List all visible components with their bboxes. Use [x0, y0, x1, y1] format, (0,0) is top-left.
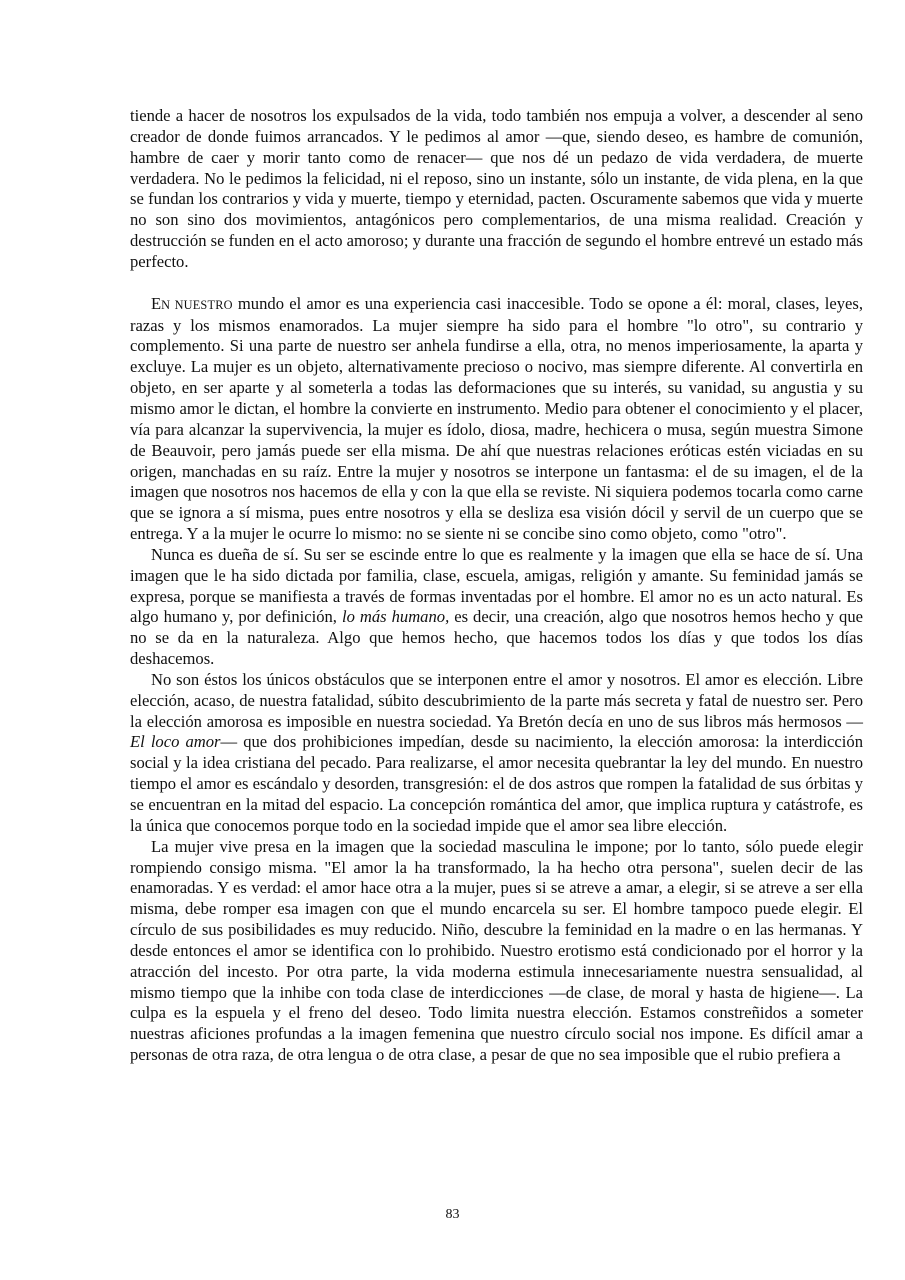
- paragraph-text: La mujer vive presa en la imagen que la sociedad masculina le impone; por lo tanto, sólo puede elegir rompiendo consigo misma. "El amor la ha transformado, la ha hecho otra persona", suelen decir de las enamoradas. Y es verdad: el amor hace otra a la mujer, pues si se atreve a amar, a elegir, si se atreve a ser ella misma, debe romper esa imagen con que el mundo encarcela su ser. El hombre tampoco puede elegir. El círculo de sus posibilidades es muy reducido. Niño, descubre la feminidad en la madre o en las hermanas. Y desde entonces el amor se identifica con lo prohibido. Nuestro erotismo está condicionado por el horror y la atracción del incesto. Por otra parte, la vida moderna estimula innecesariamente nuestra sensualidad, al mismo tiempo que la inhibe con toda clase de interdicciones —de clase, de moral y hasta de higiene—. La culpa es la espuela y el freno del deseo. Todo limita nuestra elección. Estamos constreñidos a someter nuestras aficiones profundas a la imagen femenina que nuestro círculo social nos impone. Es difícil amar a personas de otra raza, de otra lengua o de otra clase, a pesar de que no sea imposible que el rubio prefiera a: [130, 836, 863, 1065]
- paragraph: [130, 837, 863, 1066]
- paragraph-text: es decir, una creación, algo que nosotros hemos hecho y que no se da en la naturaleza. Algo que hemos hecho, que hacemos todos los días y que todos los días deshacemos.: [130, 607, 863, 669]
- paragraph: [130, 545, 863, 670]
- paragraph-continuation: [130, 106, 863, 273]
- paragraph-text: — que dos prohibiciones impedían, desde su nacimiento, la elección amorosa: la interdicción social y la idea cristiana del pecado. Para realizarse, el amor necesita quebrantar la ley del mundo. En nuestro tiempo el amor es escándalo y desorden, transgresión: el de dos astros que rompen la fatalidad de sus órbitas y se encuentran en la mitad del espacio. La concepción romántica del amor, que implica ruptura y catástrofe, es la única que conocemos porque todo en la sociedad impide que el amor sea libre elección.: [130, 732, 863, 835]
- paragraph: [130, 670, 863, 837]
- paragraph-text: tiende a hacer de nosotros los expulsados de la vida, todo también nos empuja a volver, a descender al seno creador de donde fuimos arrancados. Y le pedimos al amor —que, siendo deseo, es hambre de comunión, hambre de caer y morir tanto como de renacer— que nos dé un pedazo de vida verdadera, de muerte verdadera. No le pedimos la felicidad, ni el reposo, sino un instante, sólo un instante, de vida plena, en la que se fundan los contrarios y vida y muerte, tiempo y eternidad, pacten. Oscuramente sabemos que vida y muerte no son sino dos movimientos, antagónicos pero complementarios, de una misma realidad. Creación y destrucción se funden en el acto amoroso; y durante una fracción de segundo el hombre entrevé un estado más perfecto.: [130, 106, 863, 271]
- paragraph-section-opening: [130, 294, 863, 545]
- page-body: [130, 106, 863, 1066]
- page-number: 83: [445, 1207, 460, 1222]
- smallcaps-lead-in: N NUESTRO: [161, 297, 233, 312]
- book-title: El loco amor: [130, 732, 221, 752]
- drop-initial: E: [151, 293, 162, 313]
- italic-phrase: lo más humano,: [341, 607, 450, 627]
- paragraph-text: mundo el amor es una experiencia casi inaccesible. Todo se opone a él: moral, clases, leyes, razas y los mismos enamorados. La mujer siempre ha sido para el hombre "lo otro", su contrario y complemento. Si una parte de nuestro ser anhela fundirse a ella, otra, no menos imperiosamente, la aparta y excluye. La mujer es un objeto, alternativamente precioso o nocivo, mas siempre diferente. Al convertirla en objeto, en ser aparte y al someterla a todas las deformaciones que su interés, su vanidad, su angustia y su mismo amor le dictan, el hombre la convierte en instrumento. Medio para obtener el conocimiento y el placer, vía para alcanzar la supervivencia, la mujer es ídolo, diosa, madre, hechicera o musa, según muestra Simone de Beauvoir, pero jamás puede ser ella misma. De ahí que nuestras relaciones eróticas estén viciadas en su origen, manchadas en su raíz. Entre la mujer y nosotros se interpone un fantasma: el de su imagen, el de la imagen que nosotros nos hacemos de ella y con la que ella se reviste. Ni siquiera podemos tocarla como carne que se ignora a sí misma, pues entre nosotros y ella se desliza esa visión dócil y servil de un cuerpo que se entrega. Y a la mujer le ocurre lo mismo: no se siente ni se concibe sino como objeto, como "otro".: [130, 293, 863, 544]
- paragraph-text: No son éstos los únicos obstáculos que se interponen entre el amor y nosotros. El amor es elección. Libre elección, acaso, de nuestra fatalidad, súbito descubrimiento de la parte más secreta y fatal de nuestro ser. Pero la elección amorosa es imposible en nuestra sociedad. Ya Bretón decía en uno de sus libros más hermosos —: [130, 669, 863, 731]
- paragraph-text: Nunca es dueña de sí. Su ser se escinde entre lo que es realmente y la imagen que ella se hace de sí. Una imagen que le ha sido dictada por familia, clase, escuela, amigas, religión y amante. Su feminidad jamás se expresa, porque se manifiesta a través de formas inventadas por el hombre. El amor no es un acto natural. Es algo humano y, por definición,: [130, 544, 863, 627]
